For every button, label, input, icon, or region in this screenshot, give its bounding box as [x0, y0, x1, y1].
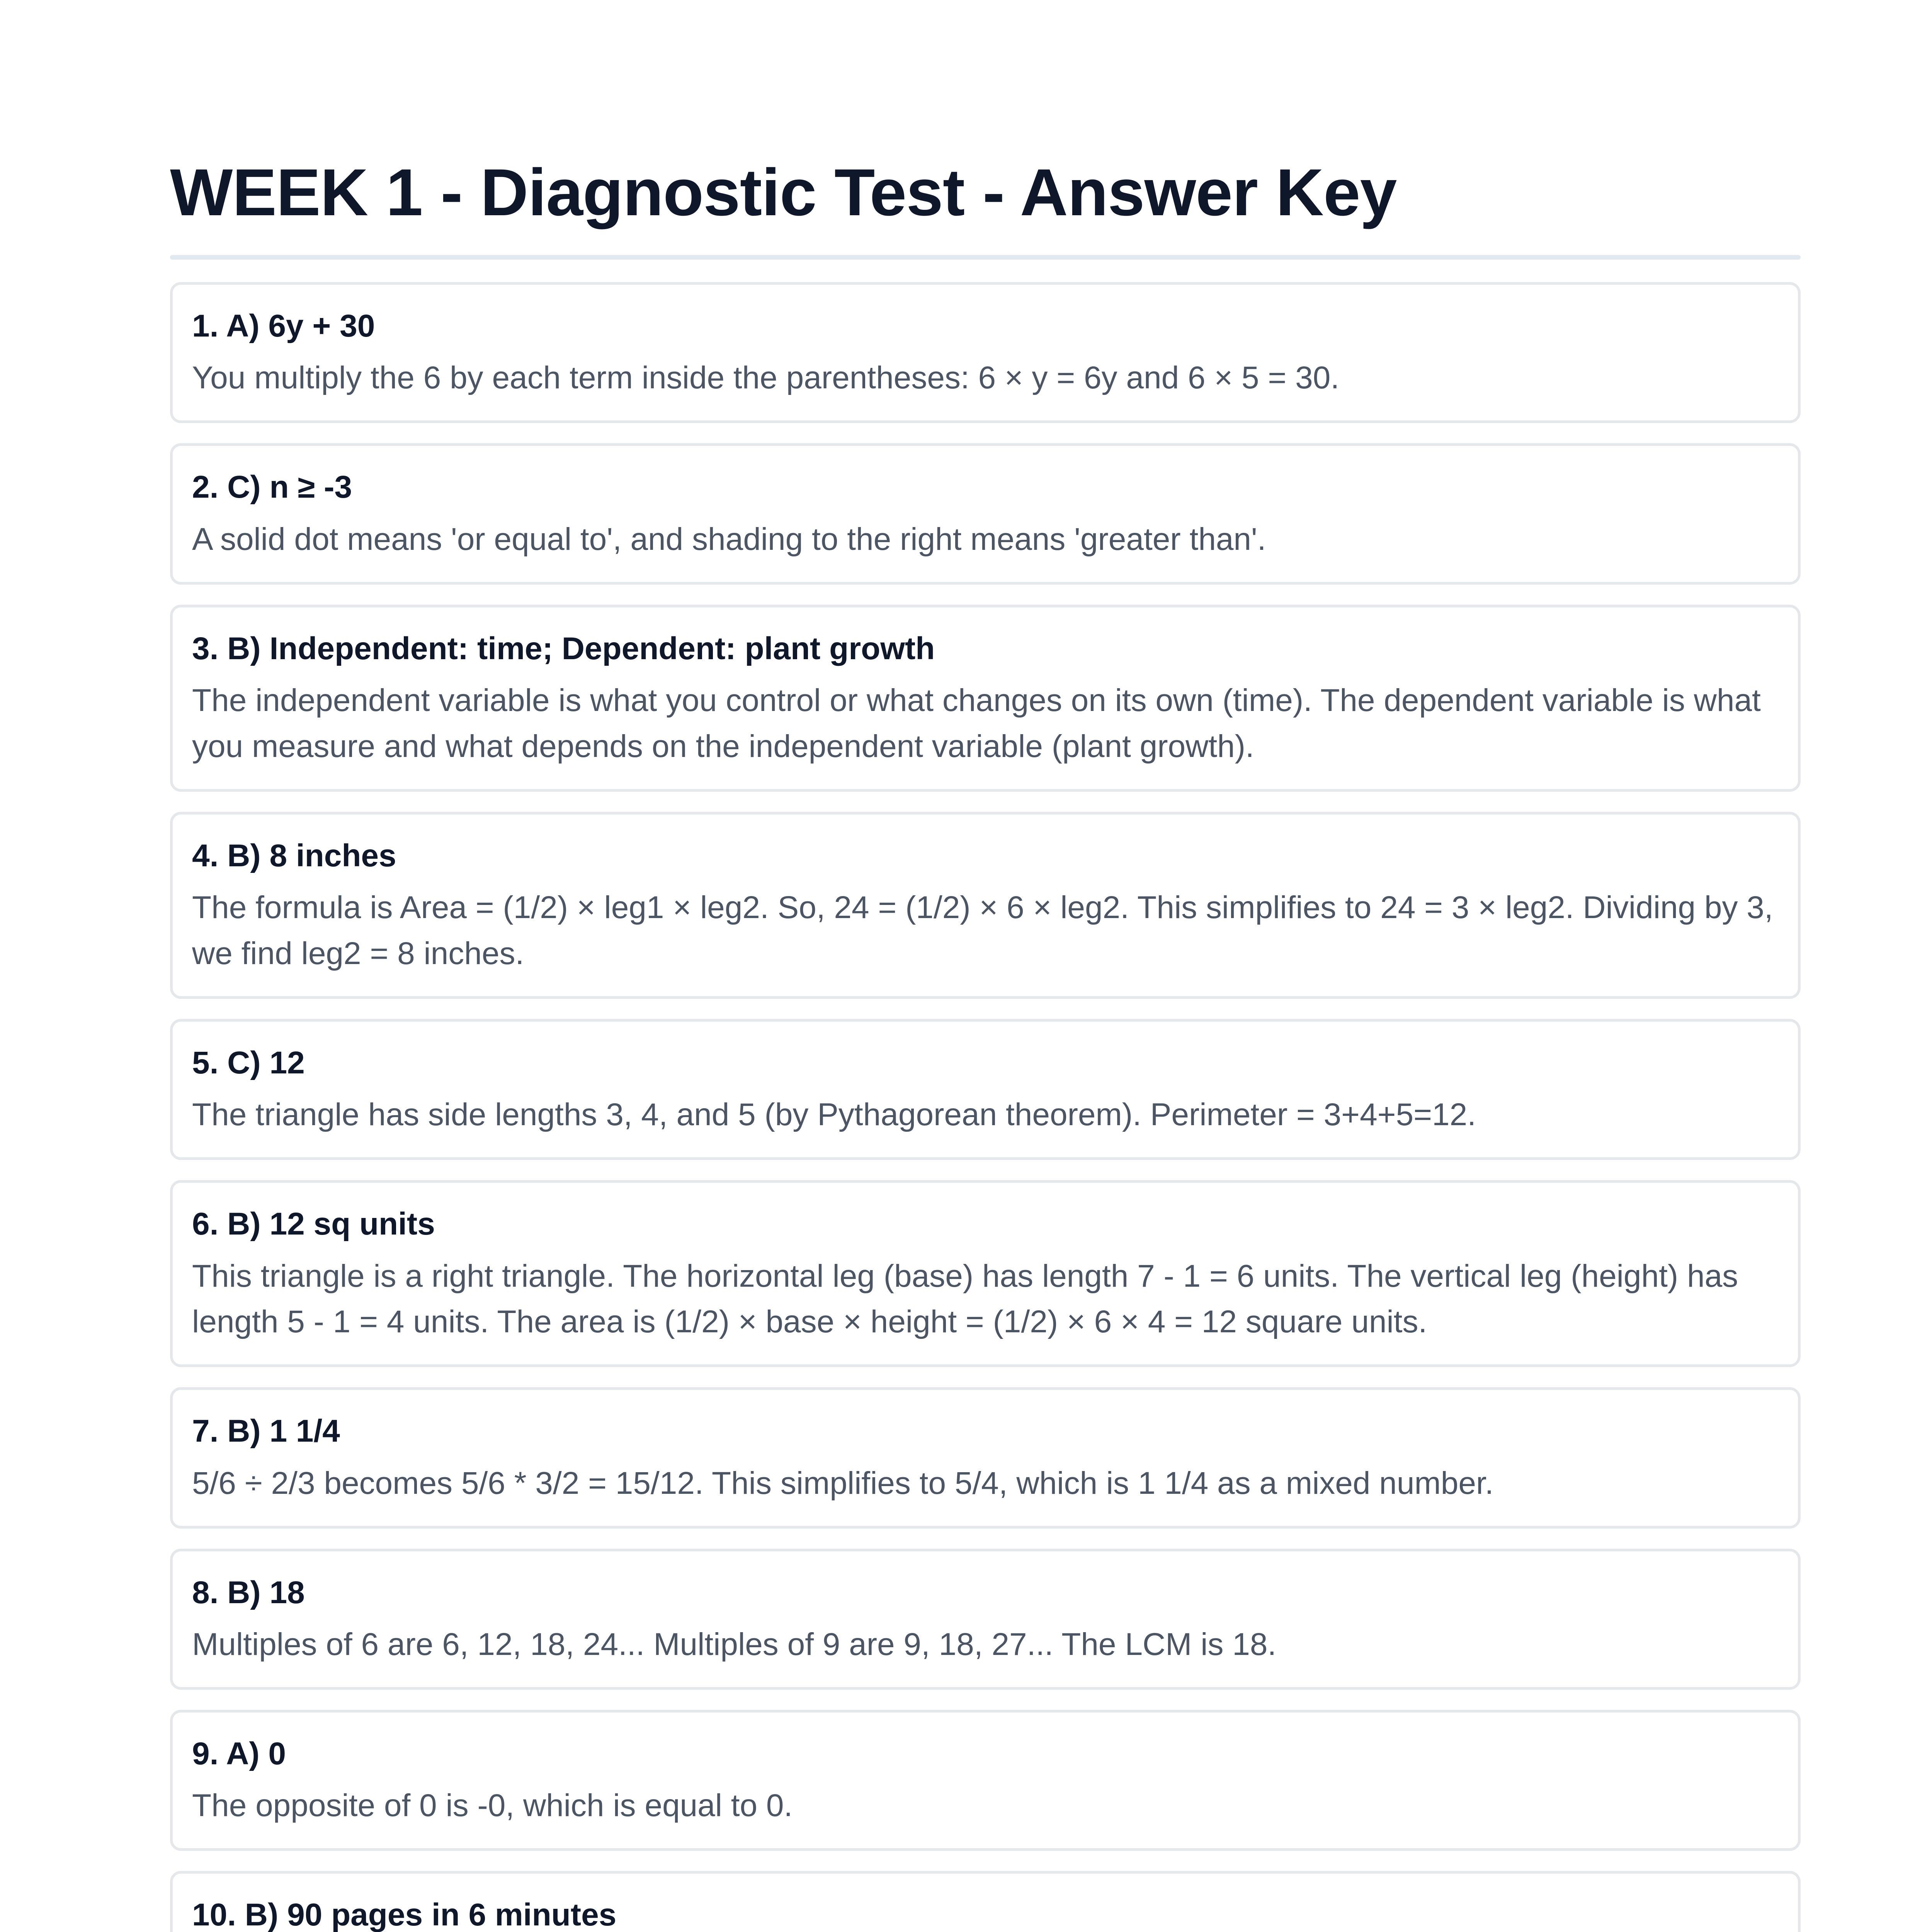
answer-card-10 — [170, 1871, 1801, 1932]
answer-explanation: The opposite of 0 is -0, which is equal to 0. — [192, 1788, 793, 1823]
answer-explanation: 5/6 ÷ 2/3 becomes 5/6 * 3/2 = 15/12. This simplifies to 5/4, which is 1 1/4 as a mixed number. — [192, 1465, 1494, 1501]
answer-card-6 — [170, 1180, 1801, 1367]
answer-label: 5. C) 12 — [192, 1045, 305, 1080]
answer-card-2 — [170, 443, 1801, 584]
answer-card-5 — [170, 1019, 1801, 1160]
answer-card-8 — [170, 1549, 1801, 1690]
answer-label: 1. A) 6y + 30 — [192, 308, 375, 344]
answer-label: 4. B) 8 inches — [192, 838, 396, 873]
answer-card-4 — [170, 812, 1801, 999]
answer-list — [170, 282, 1801, 1932]
answer-card-7 — [170, 1387, 1801, 1528]
answer-key-page — [170, 0, 1801, 1932]
answer-label: 10. B) 90 pages in 6 minutes — [192, 1897, 617, 1932]
answer-label: 9. A) 0 — [192, 1736, 286, 1771]
answer-label: 2. C) n ≥ -3 — [192, 469, 352, 505]
answer-card-9 — [170, 1710, 1801, 1851]
answer-label: 3. B) Independent: time; Dependent: plant growth — [192, 631, 935, 666]
page-title: WEEK 1 - Diagnostic Test - Answer Key — [170, 155, 1397, 230]
answer-explanation: You multiply the 6 by each term inside the parentheses: 6 × y = 6y and 6 × 5 = 30. — [192, 360, 1340, 396]
answer-card-3 — [170, 605, 1801, 792]
answer-label: 6. B) 12 sq units — [192, 1206, 435, 1242]
answer-card-1 — [170, 282, 1801, 423]
title-divider — [170, 255, 1801, 260]
answer-explanation: The formula is Area = (1/2) × leg1 × leg2. So, 24 = (1/2) × 6 × leg2. This simplifies to 24 = 3 × leg2. Dividing by 3, we find leg2 = 8 inches. — [192, 890, 1773, 971]
answer-label: 7. B) 1 1/4 — [192, 1413, 340, 1449]
answer-explanation: This triangle is a right triangle. The horizontal leg (base) has length 7 - 1 = 6 units. The vertical leg (height) has length 5 - 1 = 4 units. The area is (1/2) × base × height = (1/2) × 6 × 4 = 12 square units. — [192, 1258, 1738, 1340]
answer-explanation: Multiples of 6 are 6, 12, 18, 24... Multiples of 9 are 9, 18, 27... The LCM is 18. — [192, 1627, 1277, 1662]
answer-explanation: The triangle has side lengths 3, 4, and 5 (by Pythagorean theorem). Perimeter = 3+4+5=12. — [192, 1097, 1476, 1133]
answer-explanation: A solid dot means 'or equal to', and shading to the right means 'greater than'. — [192, 521, 1266, 557]
answer-explanation: The independent variable is what you control or what changes on its own (time). The dependent variable is what you measure and what depends on the independent variable (plant growth). — [192, 682, 1761, 764]
answer-label: 8. B) 18 — [192, 1575, 305, 1610]
